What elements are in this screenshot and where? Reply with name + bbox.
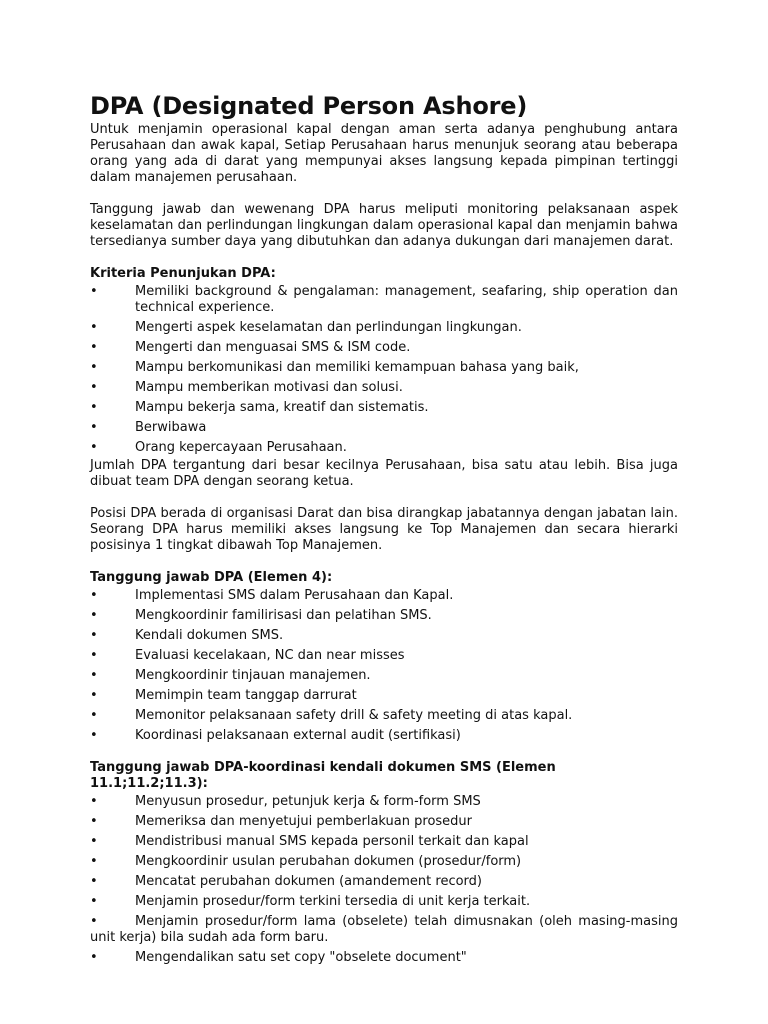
list-item: • Mengkoordinir tinjauan manajemen. <box>90 668 371 683</box>
bullet-icon: • <box>90 814 98 829</box>
bullet-icon: • <box>90 440 98 455</box>
list-item: • Memonitor pelaksanaan safety drill & safety meeting di atas kapal. <box>90 708 573 723</box>
list-item: • Mengerti dan menguasai SMS & ISM code. <box>90 340 411 355</box>
intro-paragraph-2: Tanggung jawab dan wewenang DPA harus meliputi monitoring pelaksanaan aspek keselamatan dan perlindungan lingkungan dalam operasional kapal dan menjamin bahwa tersedianya sumber daya yang dibutuhkan dan adanya dukungan dari manajemen darat. <box>90 202 678 249</box>
bullet-icon: • <box>90 914 98 929</box>
list-item: • Implementasi SMS dalam Perusahaan dan Kapal. <box>90 588 454 603</box>
bullet-icon: • <box>90 360 98 375</box>
koordinasi-heading: Tanggung jawab DPA-koordinasi kendali dokumen SMS (Elemen 11.1;11.2;11.3): <box>90 760 556 791</box>
kriteria-heading: Kriteria Penunjukan DPA: <box>90 266 276 281</box>
bullet-icon: • <box>90 284 98 299</box>
bullet-icon: • <box>90 628 98 643</box>
document <box>90 90 678 966</box>
bullet-icon: • <box>90 834 98 849</box>
intro-paragraph-1: Untuk menjamin operasional kapal dengan aman serta adanya penghubung antara Perusahaan dan awak kapal, Setiap Perusahaan harus menunjuk seorang atau beberapa orang yang ada di darat yang mempunyai akses langsung kepada pimpinan tertinggi dalam manajemen perusahaan. <box>90 122 678 185</box>
list-item: • Mengkoordinir usulan perubahan dokumen (prosedur/form) <box>90 854 522 869</box>
bullet-icon: • <box>90 608 98 623</box>
bullet-icon: • <box>90 794 98 809</box>
list-item: • Evaluasi kecelakaan, NC dan near misses <box>90 648 405 663</box>
tanggung-jawab-list <box>90 588 678 744</box>
bullet-icon: • <box>90 950 98 965</box>
dpa-count-paragraph: Jumlah DPA tergantung dari besar kecilnya Perusahaan, bisa satu atau lebih. Bisa juga dibuat team DPA dengan seorang ketua. <box>90 458 678 489</box>
list-item: • Mampu berkomunikasi dan memiliki kemampuan bahasa yang baik, <box>90 360 579 375</box>
list-item: • Mampu memberikan motivasi dan solusi. <box>90 380 403 395</box>
bullet-icon: • <box>90 380 98 395</box>
bullet-icon: • <box>90 728 98 743</box>
bullet-icon: • <box>90 588 98 603</box>
list-item: • Memeriksa dan menyetujui pemberlakuan prosedur <box>90 814 473 829</box>
list-item: • Menjamin prosedur/form terkini tersedia di unit kerja terkait. <box>90 894 531 909</box>
bullet-icon: • <box>90 874 98 889</box>
bullet-icon: • <box>90 340 98 355</box>
list-item: • Mengendalikan satu set copy "obselete document" <box>90 950 467 965</box>
list-item: • Mengerti aspek keselamatan dan perlindungan lingkungan. <box>90 320 522 335</box>
bullet-icon: • <box>90 894 98 909</box>
bullet-icon: • <box>90 648 98 663</box>
tanggung-jawab-heading: Tanggung jawab DPA (Elemen 4): <box>90 570 333 585</box>
list-item: • Menjamin prosedur/form lama (obselete) telah dimusnakan (oleh masing-masing unit kerja) bila sudah ada form baru. <box>90 914 678 945</box>
list-item: • Mencatat perubahan dokumen (amandement record) <box>90 874 482 889</box>
dpa-position-paragraph: Posisi DPA berada di organisasi Darat dan bisa dirangkap jabatannya dengan jabatan lain. Seorang DPA harus memiliki akses langsung ke Top Manajemen dan secara hierarki posisinya 1 tingkat dibawah Top Manajemen. <box>90 506 678 553</box>
list-item: • Memimpin team tanggap darrurat <box>90 688 357 703</box>
page-title: DPA (Designated Person Ashore) <box>90 92 528 120</box>
kriteria-list <box>90 284 678 456</box>
bullet-icon: • <box>90 688 98 703</box>
bullet-icon: • <box>90 854 98 869</box>
bullet-icon: • <box>90 708 98 723</box>
bullet-icon: • <box>90 420 98 435</box>
list-item: • Mengkoordinir familirisasi dan pelatihan SMS. <box>90 608 432 623</box>
list-item: • Menyusun prosedur, petunjuk kerja & form-form SMS <box>90 794 481 809</box>
list-item: • Berwibawa <box>90 420 207 435</box>
list-item: • Mampu bekerja sama, kreatif dan sistematis. <box>90 400 429 415</box>
list-item: • Memiliki background & pengalaman: management, seafaring, ship operation dan technical experience. <box>90 284 678 315</box>
bullet-icon: • <box>90 400 98 415</box>
bullet-icon: • <box>90 668 98 683</box>
list-item: • Kendali dokumen SMS. <box>90 628 284 643</box>
koordinasi-list <box>90 794 678 966</box>
bullet-icon: • <box>90 320 98 335</box>
list-item: • Mendistribusi manual SMS kepada personil terkait dan kapal <box>90 834 529 849</box>
list-item: • Orang kepercayaan Perusahaan. <box>90 440 347 455</box>
list-item: • Koordinasi pelaksanaan external audit (sertifikasi) <box>90 728 461 743</box>
